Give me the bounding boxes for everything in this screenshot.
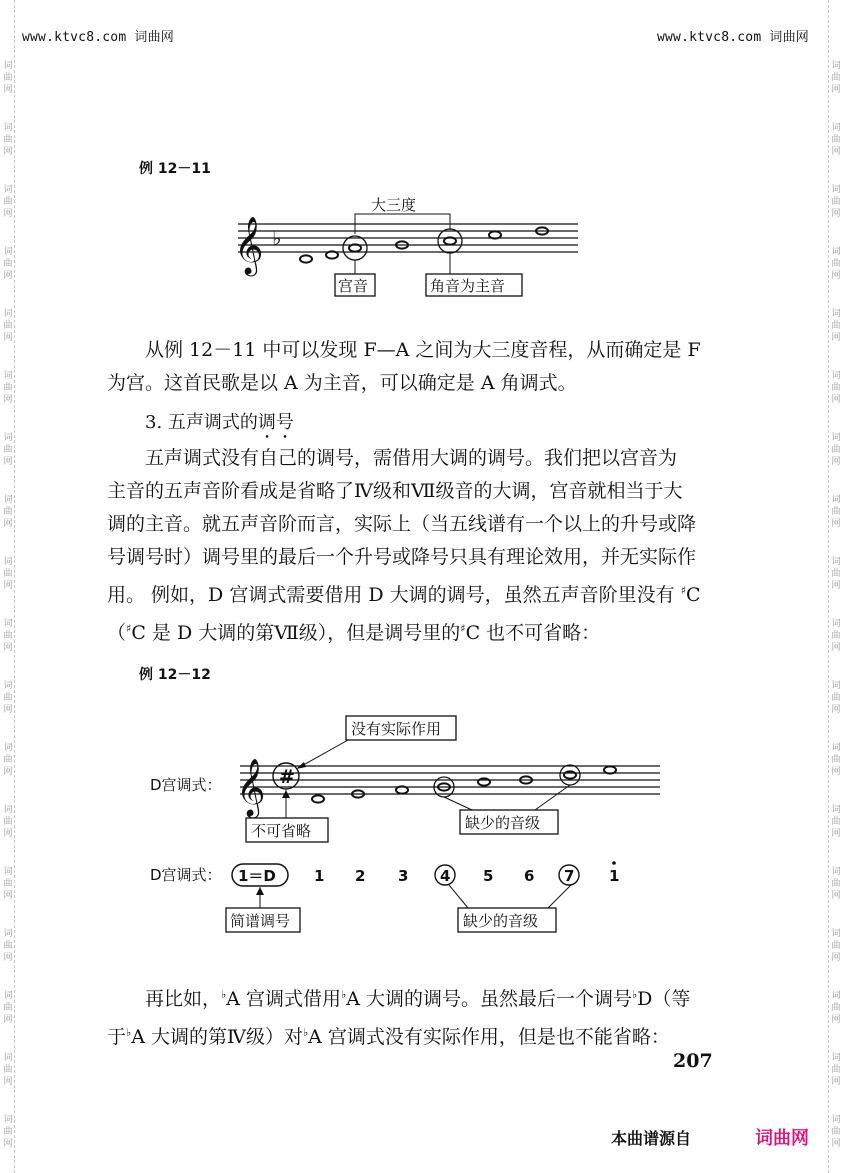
paragraph-1 [107,334,717,400]
jianpu-key: 1＝D [238,867,276,885]
example-12-11-staff [228,192,588,300]
side-watermark-text: 词 曲 网 [3,743,13,777]
paragraph-2-line-4: 号调号时）调号里的最后一个升号或降号只具有理论效用，并无实际作 [107,546,697,568]
jianpu-box-right: 缺少的音级 [463,912,539,930]
side-watermark-text: 词 曲 网 [3,433,13,467]
side-watermark-text: 词 曲 网 [3,1115,13,1149]
side-watermark-text: 词 曲 网 [3,557,13,591]
site-watermark-left: www.ktvc8.com 词曲网 [22,30,174,45]
side-watermark-text: 词 曲 网 [3,309,13,343]
side-watermark-text: 词 曲 网 [3,681,13,715]
side-watermark-text: 词 曲 网 [3,1053,13,1087]
interval-label: 大三度 [371,196,417,214]
side-watermark-text: 词 曲 网 [3,371,13,405]
side-watermark-text: 词 曲 网 [831,743,841,777]
note-missing-label: 缺少的音级 [465,814,541,832]
example-12-11-label: 例 12－11 [139,161,211,177]
side-watermark-text: 词 曲 网 [831,61,841,95]
jue-circle [438,229,462,253]
side-watermark-text: 词 曲 网 [3,247,13,281]
staff-mode-label: D宫调式： [150,776,222,794]
site-watermark-right: www.ktvc8.com 词曲网 [657,30,809,45]
jianpu-diagram [150,852,640,942]
example-12-12-label: 例 12－12 [139,667,211,683]
paragraph-2-line-3: 调的主音。就五声音阶而言，实际上（当五线谱有一个以上的升号或降 [107,513,697,535]
side-watermark-text: 词 曲 网 [831,1053,841,1087]
note-top-label: 没有实际作用 [351,720,442,738]
footer-site-link[interactable]: 词曲网 [755,1128,809,1149]
paragraph-2-line-2: 主音的五声音阶看成是省略了Ⅳ级和Ⅶ级音的大调，宫音就相当于大 [107,480,683,502]
paragraph-1-line-2: 为宫。这首民歌是以 A 为主音，可以确定是 A 角调式。 [107,372,577,394]
note-c [300,255,312,262]
side-watermark-text: 词 曲 网 [831,247,841,281]
side-watermark-text: 词 曲 网 [831,123,841,157]
side-watermark-text: 词 曲 网 [831,433,841,467]
degree-high-1: 1 [609,867,620,885]
side-watermark-text: 词 曲 网 [3,123,13,157]
pointer-arrow [298,740,348,768]
side-watermark-text: 词 曲 网 [831,1115,841,1149]
side-watermark-text: 词 曲 网 [3,867,13,901]
footer-source-label: 本曲谱源自 [611,1129,692,1148]
paragraph-3-line-2: 于♭A 大调的第Ⅳ级）对♭A 宫调式没有实际作用，但是也不能省略： [107,1026,670,1048]
flat-key-signature-icon: ♭ [272,226,282,250]
side-watermark-text: 词 曲 网 [831,867,841,901]
side-watermark-text: 词 曲 网 [3,805,13,839]
degree-4: 4 [440,867,451,885]
jianpu-box-left: 简谱调号 [230,912,291,930]
degree-1: 1 [314,867,325,885]
side-watermark-text: 词 曲 网 [3,929,13,963]
paragraph-2-line-5: 用。 例如，D 宫调式需要借用 D 大调的调号，虽然五声音阶里没有 ♯C [107,584,701,606]
example-12-12-staff [150,710,670,846]
side-watermark-text: 词 曲 网 [831,991,841,1025]
page-number: 207 [673,1050,713,1072]
high-octave-dot [612,861,616,865]
side-watermark-text: 词 曲 网 [831,805,841,839]
jianpu-mode-label: D宫调式： [150,866,222,884]
side-watermark-text: 词 曲 网 [3,495,13,529]
degree-2: 2 [355,867,366,885]
degree-6: 6 [524,867,535,885]
degree-7: 7 [564,867,575,885]
treble-clef-icon: 𝄞 [234,216,264,274]
side-watermark-text: 词 曲 网 [3,61,13,95]
paragraph-3 [107,978,717,1054]
side-watermark-text: 词 曲 网 [831,185,841,219]
note-left-label: 不可省略 [251,822,312,840]
side-watermark-text: 词 曲 网 [831,371,841,405]
section-heading: 3. 五声调式的调号 [145,412,294,433]
box-jue: 角音为主音 [430,277,506,295]
paragraph-1-line-1: 从例 12－11 中可以发现 F—A 之间为大三度音程，从而确定是 F [145,339,701,361]
side-watermark-text: 词 曲 网 [831,557,841,591]
side-watermark-text: 词 曲 网 [831,929,841,963]
paragraph-3-line-1: 再比如，♭A 宫调式借用♭A 大调的调号。虽然最后一个调号♭D（等 [145,988,691,1010]
side-watermark-text: 词 曲 网 [831,495,841,529]
degree-3: 3 [398,867,409,885]
side-watermark-text: 词 曲 网 [3,619,13,653]
box-gong: 宫音 [338,277,369,295]
side-watermark-text: 词 曲 网 [831,619,841,653]
degree-5: 5 [483,867,494,885]
side-watermark-text: 词 曲 网 [831,681,841,715]
paragraph-2-line-6: （♯C 是 D 大调的第Ⅶ级），但是调号里的♯C 也不可省略： [107,622,601,644]
sharp-key-signature-icon: # [279,766,295,788]
note-d [312,795,324,802]
side-watermark-text: 词 曲 网 [831,309,841,343]
side-watermark-text: 词 曲 网 [3,185,13,219]
side-watermark-text: 词 曲 网 [3,991,13,1025]
gong-circle [343,236,367,260]
paragraph-2-line-1: 五声调式没有自己的调号，需借用大调的调号。我们把以宫音为 [145,447,678,469]
paragraph-2 [107,442,717,650]
treble-clef-icon: 𝄞 [236,758,266,816]
